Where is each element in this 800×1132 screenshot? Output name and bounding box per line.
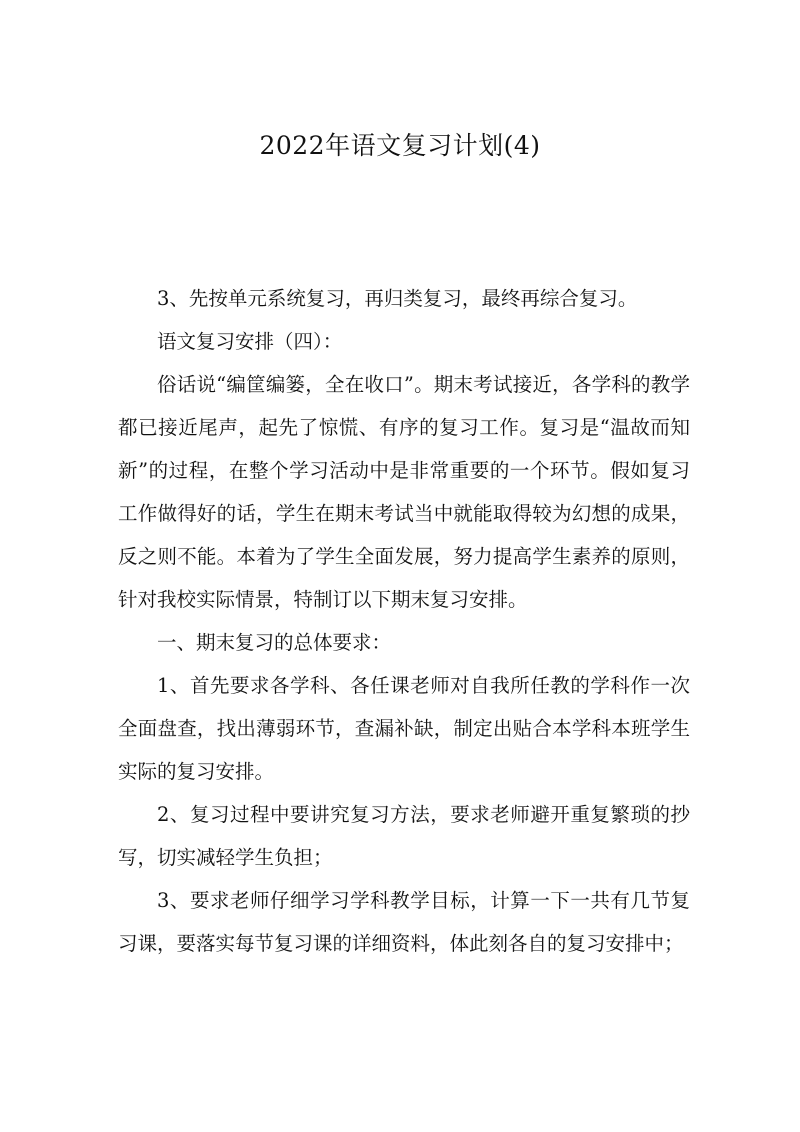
paragraph-requirement-2: 2、复习过程中要讲究复习方法，要求老师避开重复繁琐的抄写，切实减轻学生负担； bbox=[118, 803, 690, 869]
paragraph-requirements-heading: 一、期末复习的总体要求： bbox=[157, 631, 392, 654]
document-body bbox=[118, 277, 690, 965]
paragraph-requirement-3: 3、要求老师仔细学习学科教学目标，计算一下一共有几节复习课，要落实每节复习课的详细资料，体此刻各自的复习安排中； bbox=[118, 889, 690, 955]
paragraph-introduction: 俗话说“编筐编篓，全在收口”。期末考试接近，各学科的教学都已接近尾声，起先了惊慌、有序的复习工作。复习是“温故而知新”的过程，在整个学习活动中是非常重要的一个环节。假如复习工作做得好的话，学生在期末考试当中就能取得较为幻想的成果，反之则不能。本着为了学生全面发展，努力提高学生素养的原则，针对我校实际情景，特制订以下期末复习安排。 bbox=[118, 373, 690, 611]
paragraph-review-method: 3、先按单元系统复习，再归类复习，最终再综合复习。 bbox=[157, 287, 638, 310]
document-title: 2022年语文复习计划(4) bbox=[259, 131, 541, 160]
paragraph-requirement-1: 1、首先要求各学科、各任课老师对自我所任教的学科作一次全面盘查，找出薄弱环节，查漏补缺，制定出贴合本学科本班学生实际的复习安排。 bbox=[118, 674, 690, 783]
paragraph-section-heading: 语文复习安排（四）： bbox=[157, 330, 343, 353]
